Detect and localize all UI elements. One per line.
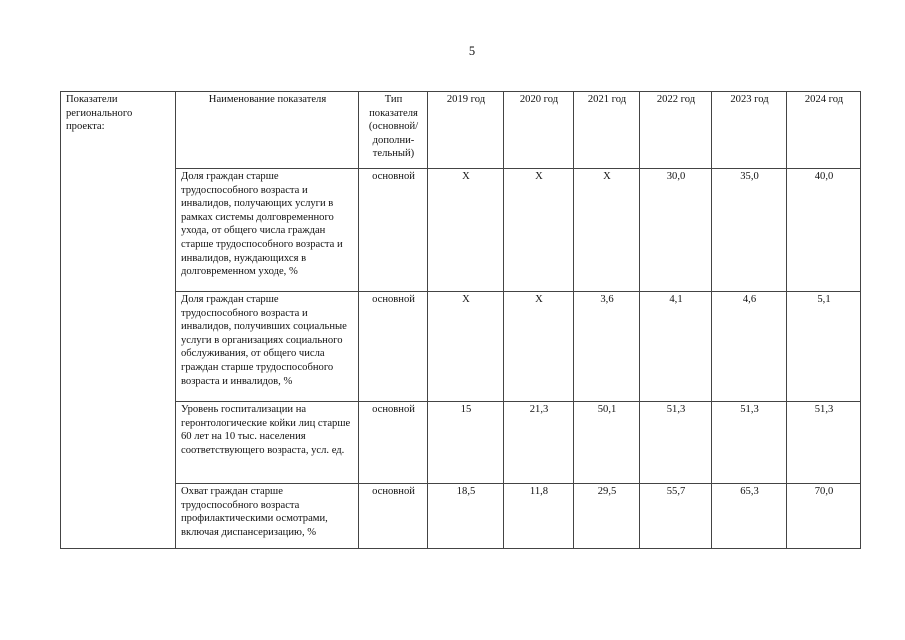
value-2020: 11,8 <box>504 484 574 549</box>
value-2022: 30,0 <box>640 169 712 292</box>
value-2021: Х <box>574 169 640 292</box>
value-2023: 51,3 <box>712 402 787 484</box>
table-row <box>61 169 861 292</box>
value-2023: 65,3 <box>712 484 787 549</box>
value-2022: 4,1 <box>640 292 712 402</box>
value-2019: Х <box>428 169 504 292</box>
value-2019: 15 <box>428 402 504 484</box>
header-row <box>61 92 861 169</box>
section-label: Показатели регионального проекта: <box>61 92 176 549</box>
value-2024: 5,1 <box>787 292 861 402</box>
value-2020: 21,3 <box>504 402 574 484</box>
indicator-type: основной <box>359 169 428 292</box>
indicator-type: основной <box>359 402 428 484</box>
value-2019: Х <box>428 292 504 402</box>
value-2021: 29,5 <box>574 484 640 549</box>
indicator-name: Уровень госпитализации на геронтологические койки лиц старше 60 лет на 10 тыс. населения соответствующего возраста, усл. ед. <box>176 402 359 484</box>
value-2024: 40,0 <box>787 169 861 292</box>
value-2019: 18,5 <box>428 484 504 549</box>
value-2024: 51,3 <box>787 402 861 484</box>
value-2022: 51,3 <box>640 402 712 484</box>
table-row <box>61 484 861 549</box>
header-year-2022: 2022 год <box>640 92 712 169</box>
header-year-2023: 2023 год <box>712 92 787 169</box>
value-2021: 3,6 <box>574 292 640 402</box>
value-2021: 50,1 <box>574 402 640 484</box>
header-year-2020: 2020 год <box>504 92 574 169</box>
header-name: Наименование показателя <box>176 92 359 169</box>
value-2023: 35,0 <box>712 169 787 292</box>
indicator-name: Доля граждан старше трудоспособного возраста и инвалидов, получающих услуги в рамках системы долговременного ухода, от общего числа граждан старше трудоспособного возраста и инвалидов, нуждающихся в долговременном уходе, % <box>176 169 359 292</box>
indicator-type: основной <box>359 484 428 549</box>
value-2020: Х <box>504 292 574 402</box>
indicator-name: Охват граждан старше трудоспособного возраста профилактическими осмотрами, включая диспансеризацию, % <box>176 484 359 549</box>
header-year-2024: 2024 год <box>787 92 861 169</box>
header-year-2021: 2021 год <box>574 92 640 169</box>
indicators-table <box>60 91 861 549</box>
value-2022: 55,7 <box>640 484 712 549</box>
indicator-type: основной <box>359 292 428 402</box>
header-type: Тип показателя (основной/ дополни-тельный) <box>359 92 428 169</box>
value-2024: 70,0 <box>787 484 861 549</box>
value-2020: Х <box>504 169 574 292</box>
page-number: 5 <box>468 44 476 58</box>
value-2023: 4,6 <box>712 292 787 402</box>
table-row <box>61 402 861 484</box>
header-year-2019: 2019 год <box>428 92 504 169</box>
table-row <box>61 292 861 402</box>
indicator-name: Доля граждан старше трудоспособного возраста и инвалидов, получивших социальные услуги в организациях социального обслуживания, от общего числа граждан старше трудоспособного возраста и инвалидов, % <box>176 292 359 402</box>
